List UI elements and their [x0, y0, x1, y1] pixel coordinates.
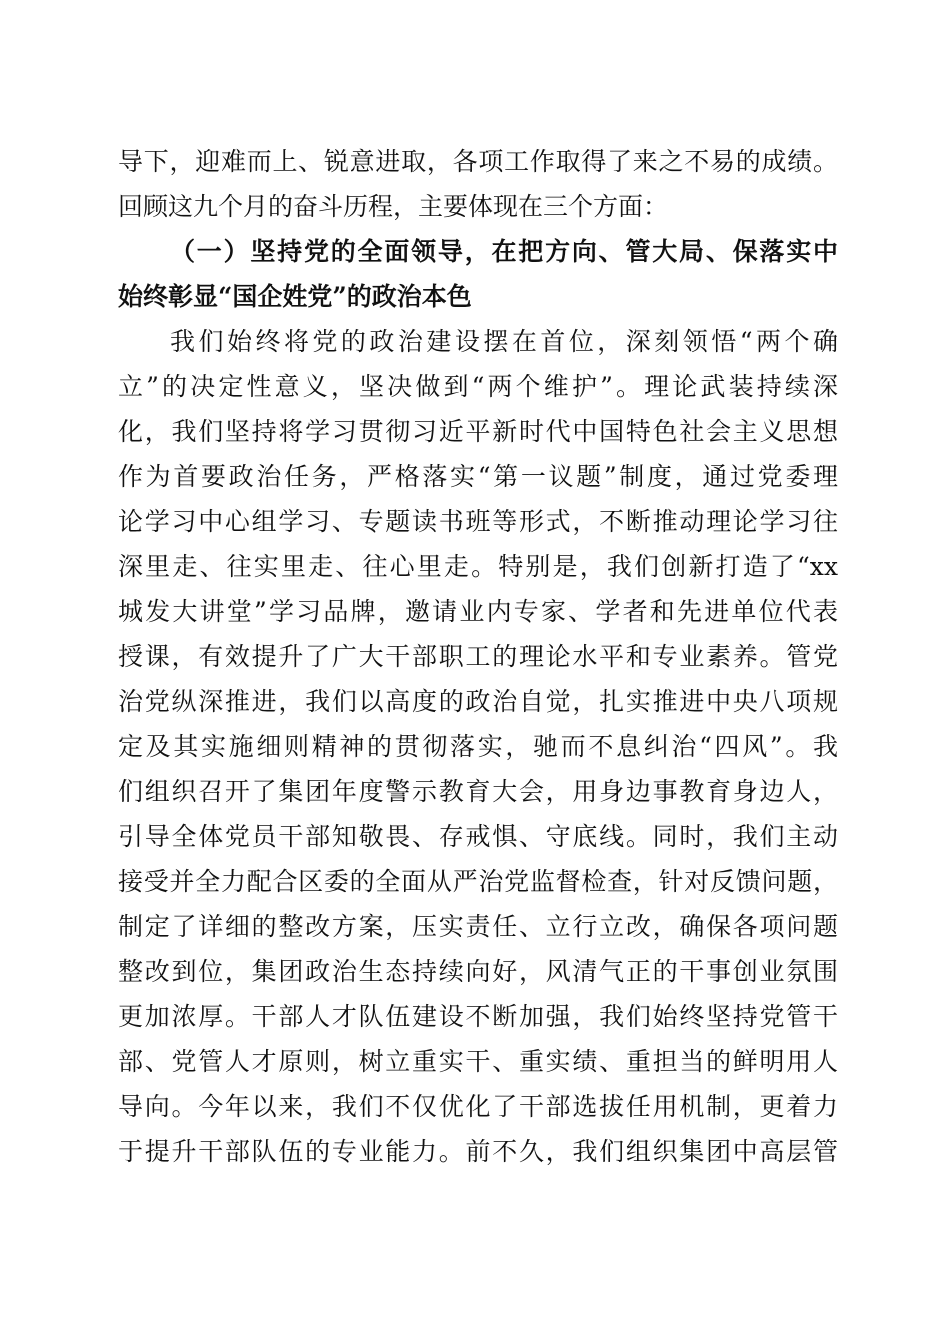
text-line: 化，我们坚持将学习贯彻习近平新时代中国特色社会主义思想: [118, 417, 838, 446]
text-line: 授课，有效提升了广大干部职工的理论水平和专业素养。管党: [118, 642, 838, 671]
text-line: 城发大讲堂”学习品牌，邀请业内专家、学者和先进单位代表: [118, 597, 838, 626]
text-line: 们组织召开了集团年度警示教育大会，用身边事教育身边人，: [118, 777, 838, 806]
text-line: 于提升干部队伍的专业能力。前不久，我们组织集团中高层管: [118, 1137, 838, 1166]
text-line: 制定了详细的整改方案，压实责任、立行立改，确保各项问题: [118, 912, 838, 941]
text-line: 深里走、往实里走、往心里走。特别是，我们创新打造了“xx: [118, 552, 838, 581]
text-line: 论学习中心组学习、专题读书班等形式，不断推动理论学习往: [118, 507, 838, 536]
text-line: 接受并全力配合区委的全面从严治党监督检查，针对反馈问题，: [118, 867, 838, 896]
text-line: 整改到位，集团政治生态持续向好，风清气正的干事创业氛围: [118, 957, 838, 986]
text-line: 更加浓厚。干部人才队伍建设不断加强，我们始终坚持党管干: [118, 1002, 838, 1031]
text-line: 导向。今年以来，我们不仅优化了干部选拔任用机制，更着力: [118, 1092, 838, 1121]
text-line: 引导全体党员干部知敬畏、存戒惧、守底线。同时，我们主动: [118, 822, 838, 851]
text-line: 立”的决定性意义，坚决做到“两个维护”。理论武装持续深: [118, 372, 838, 401]
section-heading: （一）坚持党的全面领导，在把方向、管大局、保落实中: [170, 237, 838, 266]
text-line: 回顾这九个月的奋斗历程，主要体现在三个方面：: [118, 192, 669, 221]
text-line: 作为首要政治任务，严格落实“第一议题”制度，通过党委理: [118, 462, 838, 491]
text-line: 部、党管人才原则，树立重实干、重实绩、重担当的鲜明用人: [118, 1047, 838, 1076]
text-line: 治党纵深推进，我们以高度的政治自觉，扎实推进中央八项规: [118, 687, 838, 716]
text-line: 导下，迎难而上、锐意进取，各项工作取得了来之不易的成绩。: [118, 147, 838, 176]
paragraph-first-line: 我们始终将党的政治建设摆在首位，深刻领悟“两个确: [170, 327, 838, 356]
section-heading: 始终彰显“国企姓党”的政治本色: [118, 282, 472, 311]
text-line: 定及其实施细则精神的贯彻落实，驰而不息纠治“四风”。我: [118, 732, 838, 761]
